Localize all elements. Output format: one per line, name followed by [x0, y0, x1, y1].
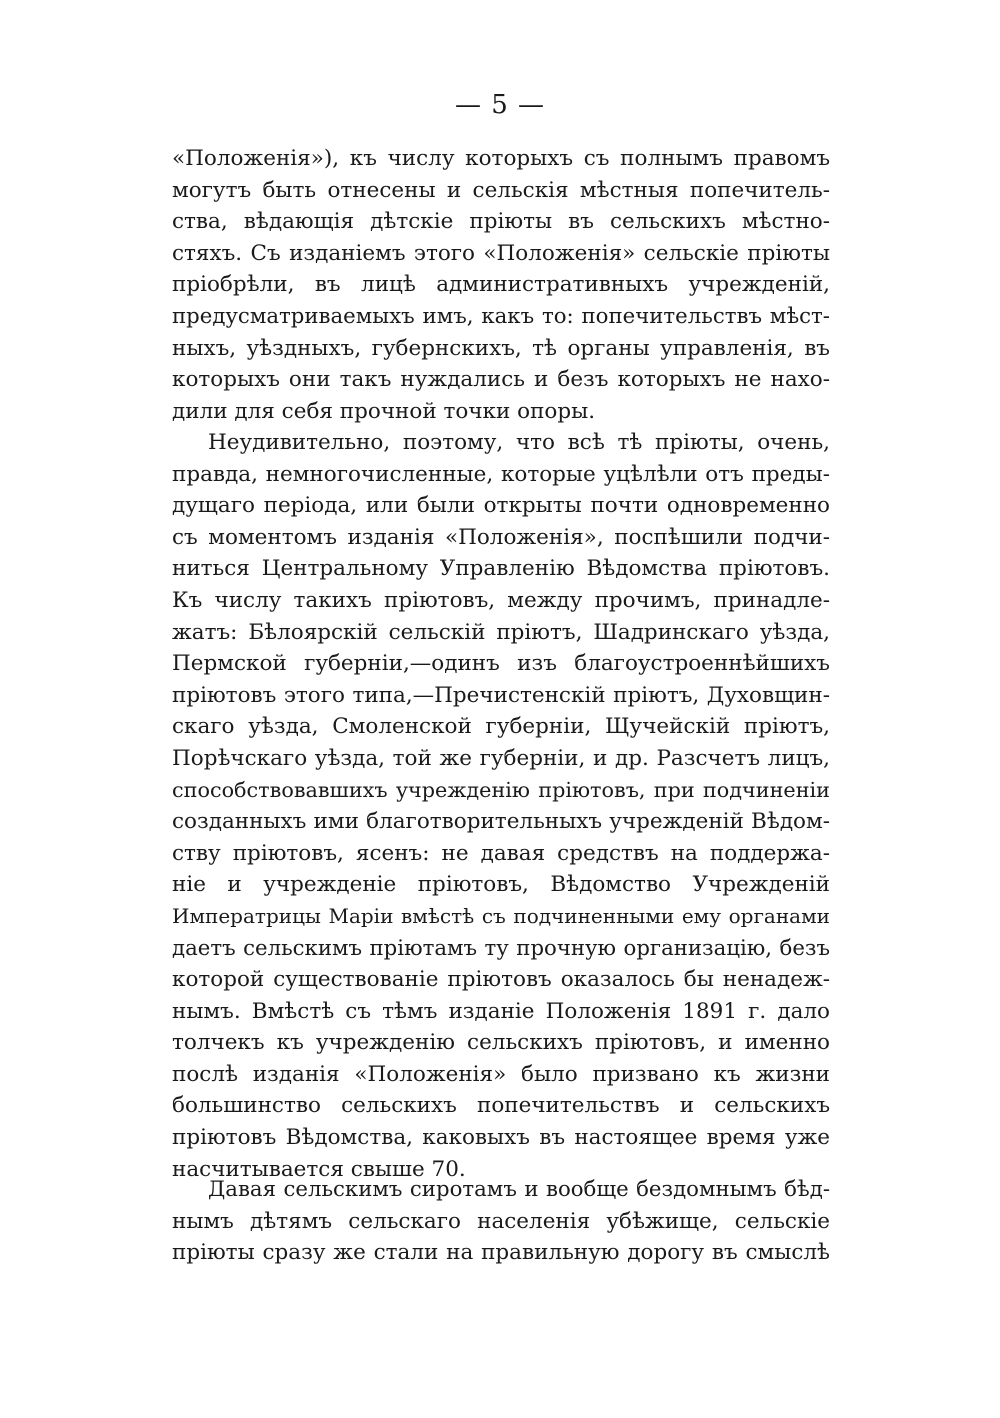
text-line: насчитывается свыше 70.: [172, 1156, 466, 1182]
text-line: ныхъ, уѣздныхъ, губернскихъ, тѣ органы управленія, въ: [172, 335, 830, 361]
text-line: пріобрѣли, въ лицѣ административныхъ учрежденій,: [172, 272, 830, 298]
text-line: даетъ сельскимъ пріютамъ ту прочную организацію, безъ: [172, 935, 830, 961]
paragraph-1: [172, 143, 830, 427]
text-line: дили для себя прочной точки опоры.: [172, 398, 596, 424]
text-line: скаго уѣзда, Смоленской губерніи, Щучейскій пріютъ,: [172, 714, 830, 740]
text-line: способствовавшихъ учрежденію пріютовъ, при подчиненіи: [172, 777, 830, 802]
text-line: Пермской губерніи,—одинъ изъ благоустроеннѣйшихъ: [172, 651, 830, 677]
text-line: ниться Центральному Управленію Вѣдомства пріютовъ.: [172, 556, 830, 582]
text-line: жатъ: Бѣлоярскій сельскій пріютъ, Шадринскаго уѣзда,: [172, 619, 830, 645]
text-line: большинство сельскихъ попечительствъ и сельскихъ: [172, 1093, 830, 1119]
text-line: ніе и учрежденіе пріютовъ, Вѣдомство Учрежденій: [172, 872, 830, 898]
text-line: пріютовъ этого типа,—Пречистенскій пріютъ, Духовщин-: [172, 682, 830, 708]
text-line: созданныхъ ими благотворительныхъ учрежденій Вѣдом-: [172, 809, 830, 835]
text-line: съ моментомъ изданія «Положенія», поспѣшили подчи-: [172, 524, 830, 550]
text-line: Порѣчскаго уѣзда, той же губерніи, и др. Разсчетъ лицъ,: [172, 745, 830, 771]
text-line: правда, немногочисленные, которые уцѣлѣли отъ преды-: [172, 461, 830, 487]
text-line: Неудивительно, поэтому, что всѣ тѣ пріюты, очень,: [208, 430, 830, 455]
text-line: нымъ. Вмѣстѣ съ тѣмъ изданіе Положенія 1891 г. дало: [172, 998, 830, 1024]
text-line: пріютовъ Вѣдомства, каковыхъ въ настоящее время уже: [172, 1125, 830, 1151]
text-line: ству пріютовъ, ясенъ: не давая средствъ на поддержа-: [172, 840, 830, 866]
text-line: нымъ дѣтямъ сельскаго населенія убѣжище, сельскіе: [172, 1208, 830, 1234]
text-line: предусматриваемыхъ имъ, какъ то: попечительствъ мѣст-: [172, 303, 830, 329]
text-line: послѣ изданія «Положенія» было призвано къ жизни: [172, 1061, 830, 1087]
text-line: которой существованіе пріютовъ оказалось бы ненадеж-: [172, 967, 830, 993]
text-line: ства, вѣдающія дѣтскіе пріюты въ сельскихъ мѣстно-: [172, 209, 830, 235]
paragraph-2: [172, 427, 830, 1185]
page-number: — 5 —: [454, 90, 546, 120]
text-line: стяхъ. Съ изданіемъ этого «Положенія» сельскіе пріюты: [172, 240, 830, 266]
text-line: Императрицы Маріи вмѣстѣ съ подчиненными ему органами: [172, 903, 830, 928]
text-line: Къ числу такихъ пріютовъ, между прочимъ, принадле-: [172, 587, 830, 613]
text-line: «Положенія»), къ числу которыхъ съ полнымъ правомъ: [172, 146, 830, 171]
text-line: Давая сельскимъ сиротамъ и вообще бездомнымъ бѣд-: [208, 1177, 830, 1202]
paragraph-3: [172, 1174, 830, 1269]
text-line: толчекъ къ учрежденію сельскихъ пріютовъ, и именно: [172, 1030, 830, 1056]
text-line: пріюты сразу же стали на правильную дорогу въ смыслѣ: [172, 1240, 830, 1266]
text-line: могутъ быть отнесены и сельскія мѣстныя попечитель-: [172, 177, 830, 203]
text-line: дущаго періода, или были открыты почти одновременно: [172, 493, 830, 519]
text-line: которыхъ они такъ нуждались и безъ которыхъ не нахо-: [172, 367, 830, 393]
